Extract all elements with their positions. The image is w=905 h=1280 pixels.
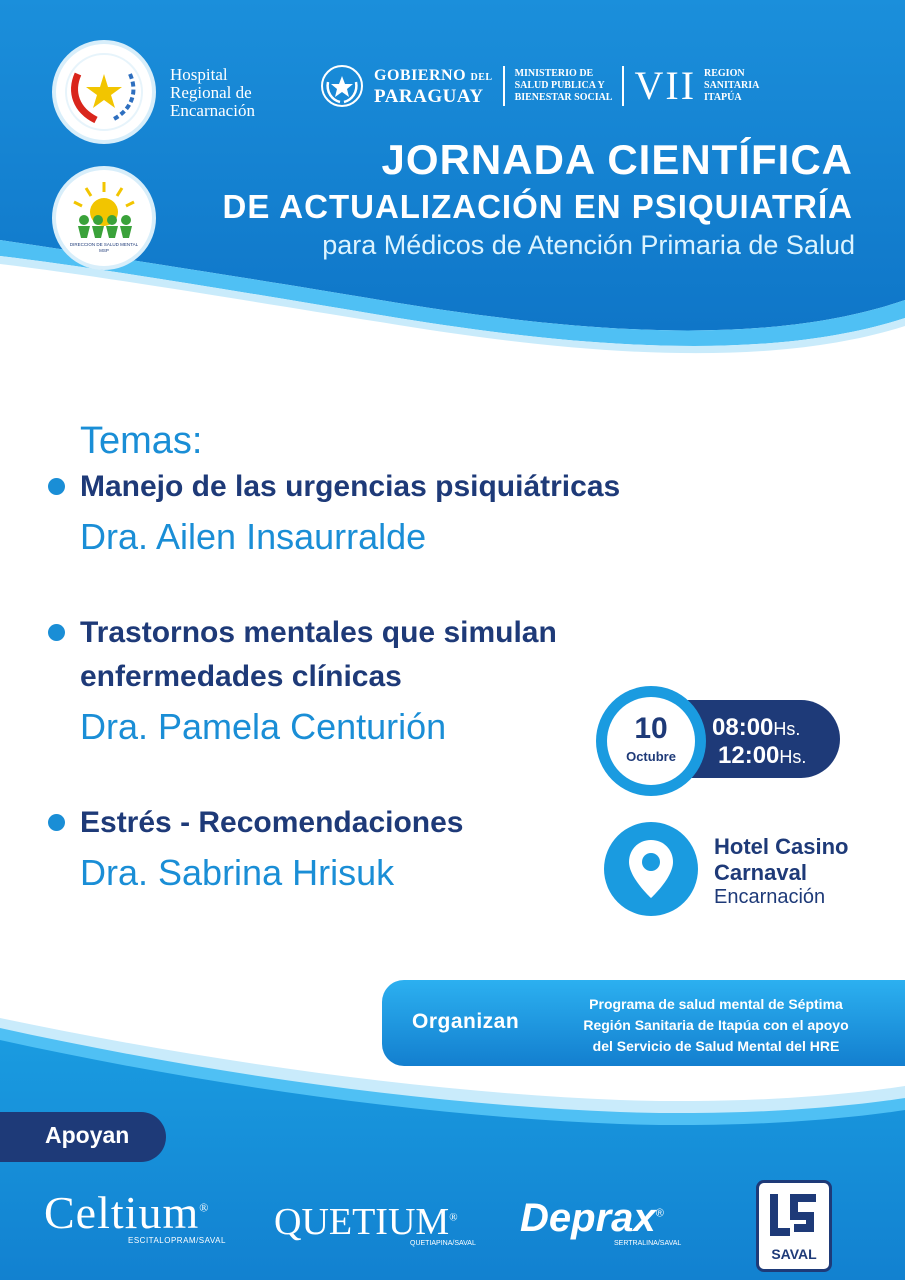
deprax-subtitle: SERTRALINA/SAVAL xyxy=(614,1240,682,1247)
government-logos xyxy=(320,64,759,108)
organizers-text: Programa de salud mental de Séptima Región Sanitaria de Itapúa con el apoyo del Servicio de Salud Mental del HRE xyxy=(583,996,849,1054)
svg-text:MSP: MSP xyxy=(99,248,109,253)
celtium-logo: Celtium® xyxy=(44,1187,210,1238)
venue-name: Hotel Casino Carnaval xyxy=(714,834,849,885)
topic-title: Estrés - Recomendaciones xyxy=(80,806,464,839)
event-subtitle: DE ACTUALIZACIÓN EN PSIQUIATRÍA xyxy=(222,188,853,225)
event-month: Octubre xyxy=(626,749,676,764)
quetium-subtitle: QUETIAPINA/SAVAL xyxy=(410,1240,476,1247)
topic-title: Trastornos mentales que simulan xyxy=(80,616,557,649)
deprax-logo: Deprax® xyxy=(520,1196,664,1240)
svg-text:DIRECCION DE SALUD MENTAL: DIRECCION DE SALUD MENTAL xyxy=(69,242,139,247)
sponsors-label: Apoyan xyxy=(45,1122,130,1148)
government-name: GOBIERNO DEL PARAGUAY xyxy=(374,67,493,107)
ministry-name: MINISTERIO DE SALUD PUBLICA Y BIENESTAR SOCIAL xyxy=(514,68,613,103)
topics-label: Temas: xyxy=(80,420,203,462)
separator xyxy=(622,66,624,106)
saval-emblem-icon xyxy=(766,1190,822,1240)
organizers-label: Organizan xyxy=(412,1010,520,1033)
mental-health-logo xyxy=(52,166,156,270)
topic-title-continued: enfermedades clínicas xyxy=(80,660,402,693)
topic-title: Manejo de las urgencias psiquiátricas xyxy=(80,470,621,503)
hospital-seal-logo xyxy=(52,40,156,144)
topic-speaker: Dra. Ailen Insaurralde xyxy=(80,516,427,557)
topic-bullet xyxy=(48,814,65,831)
venue-city: Encarnación xyxy=(714,886,826,908)
region-name: REGION SANITARIA ITAPÚA xyxy=(704,68,760,103)
topic-bullet xyxy=(48,624,65,641)
separator xyxy=(503,66,505,106)
event-day: 10 xyxy=(634,712,668,745)
start-time: 08:00Hs. xyxy=(712,714,801,741)
event-audience: para Médicos de Atención Primaria de Salud xyxy=(322,230,855,260)
paraguay-emblem-icon xyxy=(320,64,364,108)
saval-label: SAVAL xyxy=(771,1246,817,1262)
location-pin-icon xyxy=(626,838,676,900)
topic-speaker: Dra. Sabrina Hrisuk xyxy=(80,852,395,893)
hospital-name: Hospital Regional de Encarnación xyxy=(170,65,255,120)
end-time: 12:00Hs. xyxy=(718,742,807,769)
region-numeral: VII xyxy=(634,63,697,108)
quetium-logo: QUETIUM® xyxy=(274,1201,458,1243)
topic-speaker: Dra. Pamela Centurión xyxy=(80,706,447,747)
celtium-subtitle: ESCITALOPRAM/SAVAL xyxy=(128,1236,226,1245)
topic-bullet xyxy=(48,478,65,495)
event-title: JORNADA CIENTÍFICA xyxy=(381,136,853,183)
